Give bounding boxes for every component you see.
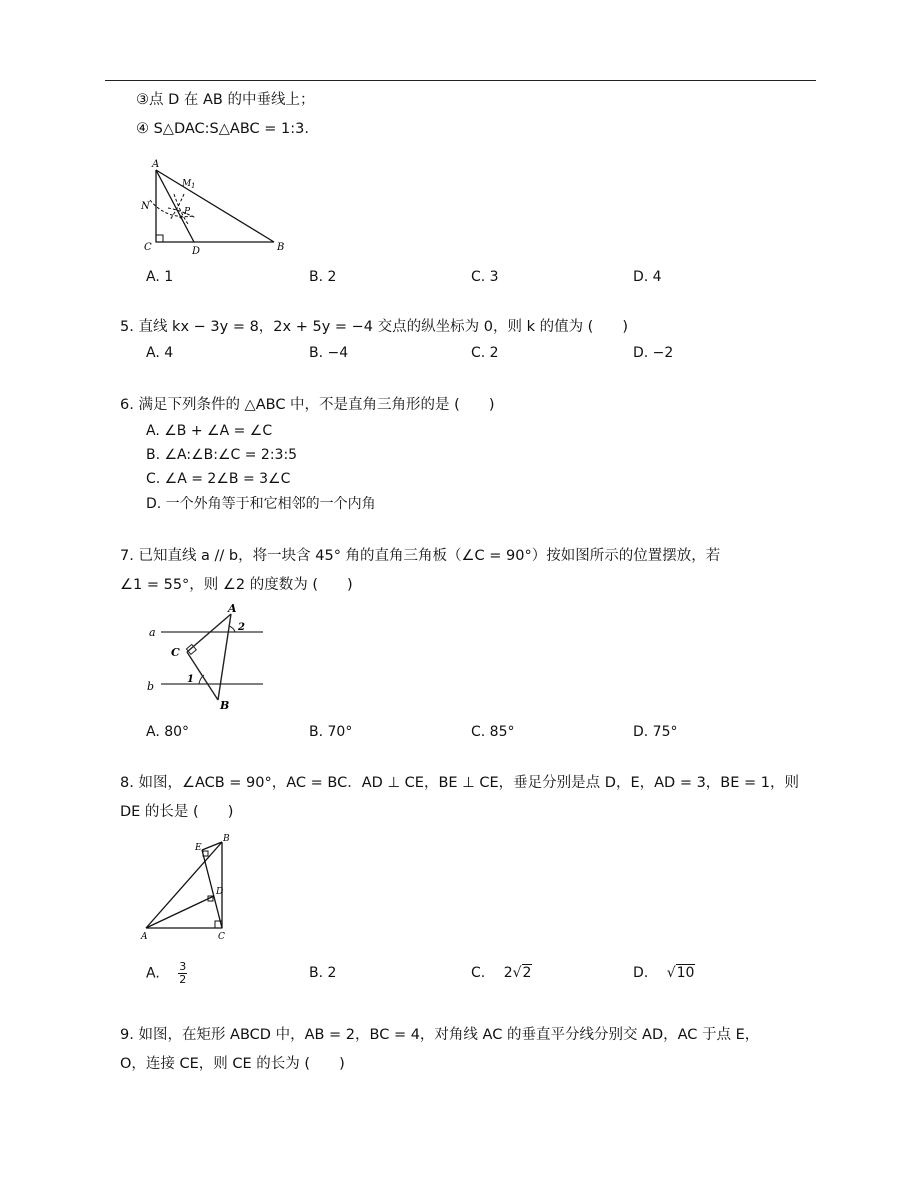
q4-label-m-sub: 1 bbox=[191, 182, 196, 190]
q9-stem-line-2: O，连接 CE，则 CE 的长为 ( ) bbox=[120, 1056, 345, 1072]
q8-option-d-radicand: 10 bbox=[676, 965, 695, 981]
q8-label-d: D bbox=[216, 887, 224, 897]
q7-side-ab bbox=[218, 614, 231, 700]
q8-label-b: B bbox=[223, 834, 230, 844]
q8-option-c-coef: 2 bbox=[503, 965, 513, 981]
q8-option-b[interactable]: B. 2 bbox=[309, 965, 337, 981]
q4-label-n: N bbox=[141, 201, 150, 212]
q4-label-c: C bbox=[144, 242, 152, 253]
q6-option-c[interactable]: C. ∠A = 2∠B = 3∠C bbox=[146, 471, 291, 487]
q8-option-d-label: D. bbox=[633, 965, 649, 981]
header-rule bbox=[105, 80, 816, 81]
q7-option-c[interactable]: C. 85° bbox=[471, 724, 515, 740]
q4-label-d: D bbox=[192, 246, 201, 257]
q7-label-angle-1: 1 bbox=[187, 674, 194, 685]
q4-label-m: M bbox=[182, 179, 192, 189]
q4-label-p: P bbox=[184, 207, 191, 217]
q8-segment-ad bbox=[146, 896, 214, 928]
q7-stem-line-1: 7. 已知直线 a // b，将一块含 45° 角的直角三角板（∠C = 90°）按如图所示的位置摆放，若 bbox=[120, 548, 721, 564]
q6-option-d[interactable]: D. 一个外角等于和它相邻的一个内角 bbox=[146, 496, 376, 512]
q7-label-a: A bbox=[228, 602, 237, 615]
q4-label-a: A bbox=[152, 159, 160, 170]
q4-option-b[interactable]: B. 2 bbox=[309, 269, 337, 285]
q8-stem-line-2: DE 的长是 ( ) bbox=[120, 804, 234, 820]
q7-option-d[interactable]: D. 75° bbox=[633, 724, 678, 740]
q4-point-p bbox=[180, 216, 183, 219]
q7-label-b: B bbox=[220, 699, 230, 712]
q7-label-c: C bbox=[171, 646, 180, 659]
q8-label-e: E bbox=[195, 843, 202, 853]
q8-option-a[interactable] bbox=[146, 961, 187, 986]
q8-option-a-label: A. bbox=[146, 965, 160, 982]
q7-label-a-line: a bbox=[149, 626, 156, 639]
q8-option-c[interactable] bbox=[471, 963, 532, 983]
q6-option-b[interactable]: B. ∠A:∠B:∠C = 2:3:5 bbox=[146, 447, 298, 463]
q4-side-ab bbox=[156, 170, 274, 242]
q8-label-a: A bbox=[141, 932, 148, 942]
q8-option-a-fraction bbox=[178, 961, 187, 986]
q8-option-a-numerator: 3 bbox=[179, 960, 187, 973]
q5-option-a[interactable]: A. 4 bbox=[146, 345, 174, 361]
q5-option-d[interactable]: D. −2 bbox=[633, 345, 674, 361]
q8-figure bbox=[138, 830, 248, 946]
q8-option-c-radicand: 2 bbox=[522, 965, 532, 981]
q4-option-c[interactable]: C. 3 bbox=[471, 269, 499, 285]
q7-option-b[interactable]: B. 70° bbox=[309, 724, 353, 740]
q7-label-angle-2: 2 bbox=[238, 622, 245, 633]
q7-angle-2-arc bbox=[229, 626, 235, 632]
q7-stem-line-2: ∠1 = 55°，则 ∠2 的度数为 ( ) bbox=[120, 577, 353, 593]
q8-option-c-sqrt-sign: √ bbox=[512, 965, 522, 981]
q8-label-c: C bbox=[218, 932, 225, 942]
q4-right-angle-mark bbox=[156, 235, 163, 242]
q7-label-b-line: b bbox=[147, 680, 155, 693]
q4-condition-4: ④ S△DAC:S△ABC = 1:3. bbox=[136, 121, 309, 137]
q4-figure bbox=[136, 158, 296, 262]
q8-option-d-sqrt-sign: √ bbox=[666, 965, 676, 981]
q7-option-a[interactable]: A. 80° bbox=[146, 724, 190, 740]
q4-option-a[interactable]: A. 1 bbox=[146, 269, 174, 285]
q8-option-a-denominator: 2 bbox=[179, 973, 187, 986]
q7-figure bbox=[143, 602, 268, 718]
q9-stem-line-1: 9. 如图，在矩形 ABCD 中，AB = 2，BC = 4，对角线 AC 的垂直平分线分别交 AD，AC 于点 E， bbox=[120, 1027, 760, 1043]
q5-option-c[interactable]: C. 2 bbox=[471, 345, 499, 361]
q8-option-c-label: C. bbox=[471, 965, 486, 981]
q4-option-d[interactable]: D. 4 bbox=[633, 269, 662, 285]
q5-option-b[interactable]: B. −4 bbox=[309, 345, 349, 361]
q5-stem: 5. 直线 kx − 3y = 8，2x + 5y = −4 交点的纵坐标为 0，则 k 的值为 ( ) bbox=[120, 319, 629, 335]
q8-option-d[interactable] bbox=[633, 963, 695, 983]
q6-option-a[interactable]: A. ∠B + ∠A = ∠C bbox=[146, 423, 273, 439]
q4-condition-3: ③点 D 在 AB 的中垂线上； bbox=[136, 92, 315, 108]
q4-label-b: B bbox=[277, 242, 285, 253]
q6-stem: 6. 满足下列条件的 △ABC 中，不是直角三角形的是 ( ) bbox=[120, 397, 495, 413]
q8-stem-line-1: 8. 如图，∠ACB = 90°，AC = BC．AD ⊥ CE，BE ⊥ CE，垂足分别是点 D，E，AD = 3，BE = 1，则 bbox=[120, 775, 799, 791]
